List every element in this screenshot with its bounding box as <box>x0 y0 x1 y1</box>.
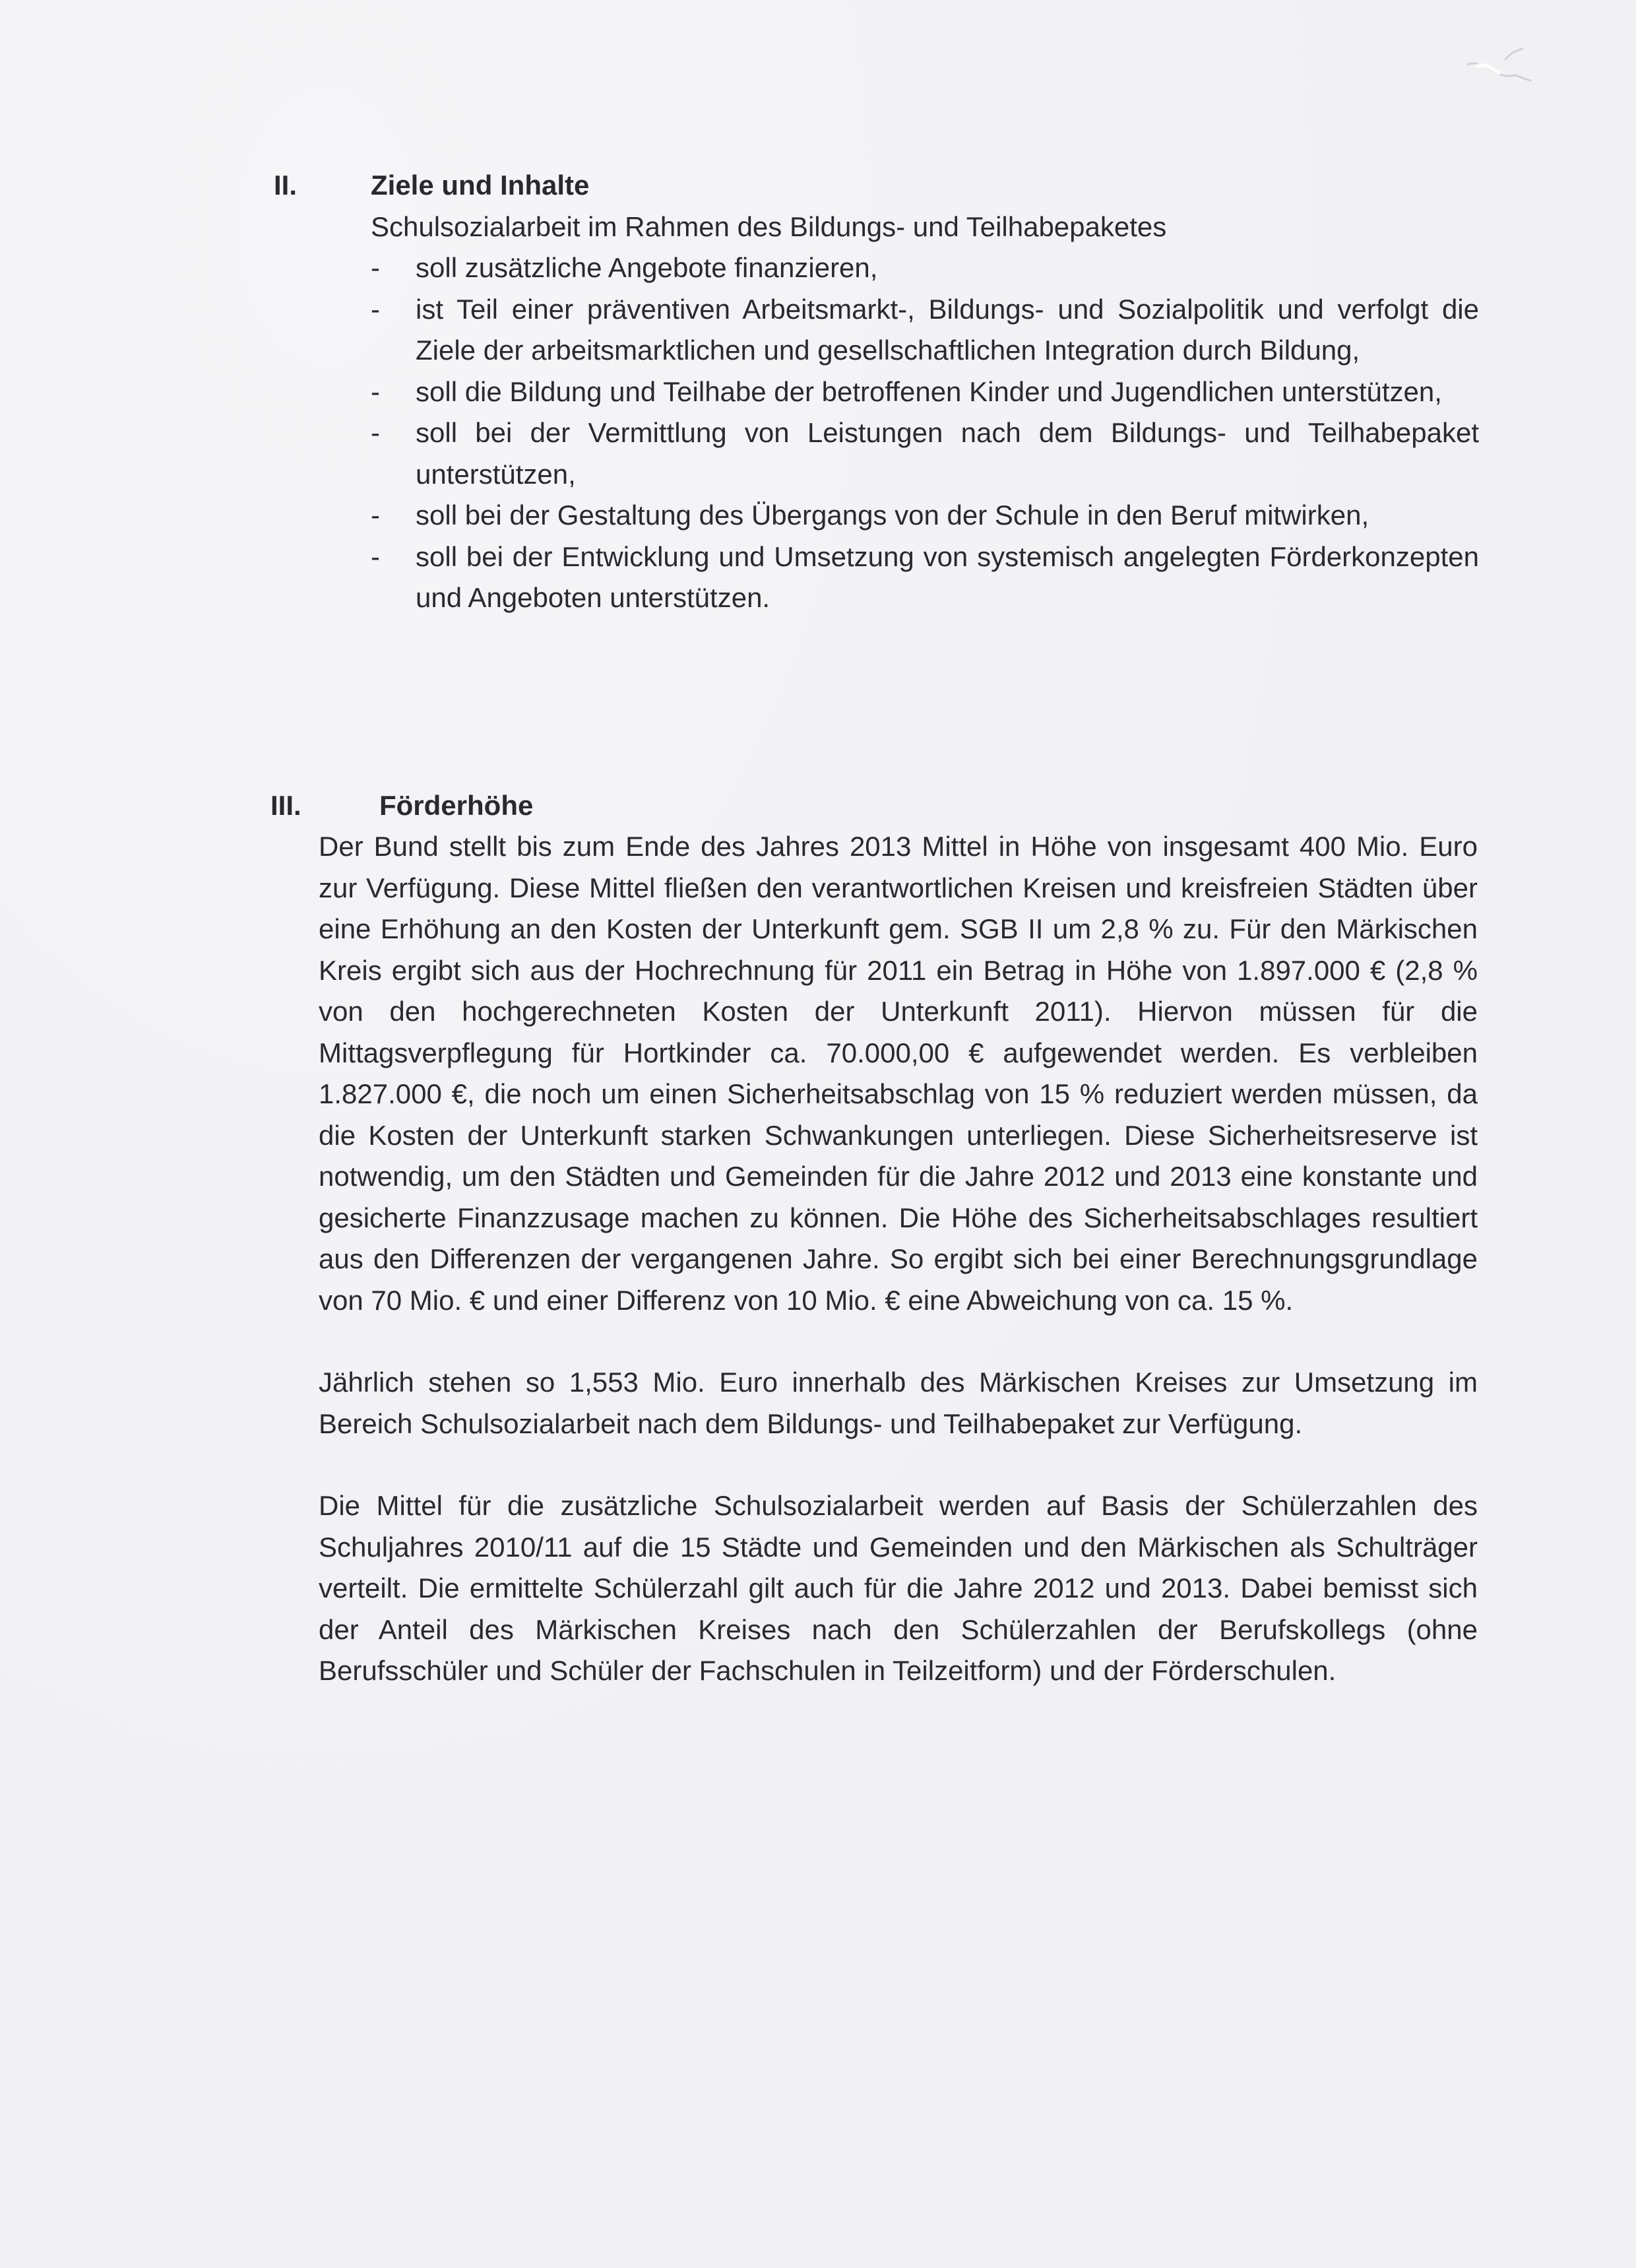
list-item <box>371 372 1479 413</box>
list-item <box>371 536 1479 619</box>
list-item-text: soll bei der Vermittlung von Leistungen nach dem Bildungs- und Teilhabepaket unterstützen, <box>416 417 1479 490</box>
list-item <box>371 412 1479 495</box>
section-title: Ziele und Inhalte <box>371 170 590 201</box>
staple-mark-icon <box>1464 46 1537 86</box>
section-number: II. <box>274 170 298 201</box>
list-item <box>371 495 1479 536</box>
goals-bullet-list <box>371 247 1479 619</box>
list-item-text: soll bei der Gestaltung des Übergangs von der Schule in den Beruf mitwirken, <box>416 500 1369 531</box>
section-title: Förderhöhe <box>379 790 534 821</box>
list-item-text: soll die Bildung und Teilhabe der betroffenen Kinder und Jugendlichen unterstützen, <box>416 375 1442 407</box>
list-item <box>371 247 1479 289</box>
dash-bullet-icon: - <box>371 540 380 572</box>
section-intro: Schulsozialarbeit im Rahmen des Bildungs- und Teilhabepaketes <box>371 211 1167 242</box>
section-body <box>319 826 1478 1692</box>
dash-bullet-icon: - <box>371 293 380 325</box>
dash-bullet-icon: - <box>371 500 380 531</box>
paragraph-funding-calculation: Der Bund stellt bis zum Ende des Jahres 2013 Mittel in Höhe von insgesamt 400 Mio. Euro zur Verfügung. Diese Mittel fließen den verantwortlichen Kreisen und kreisfreien Städten über eine Erhöhung an den Kosten der Unterkunft gem. SGB II um 2,8 % zu. Für den Märkischen Kreis ergibt sich aus der Hochrechnung für 2011 ein Betrag in Höhe von 1.897.000 € (2,8 % von den hochgerechneten Kosten der Unterkunft 2011). Hiervon müssen für die Mittagsverpflegung für Hortkinder ca. 70.000,00 € aufgewendet werden. Es verbleiben 1.827.000 €, die noch um einen Sicherheitsabschlag von 15 % reduziert werden müssen, da die Kosten der Unterkunft starken Schwankungen unterliegen. Diese Sicherheitsreserve ist notwendig, um den Städten und Gemeinden für die Jahre 2012 und 2013 eine konstante und gesicherte Finanzzusage machen zu können. Die Höhe des Sicherheitsabschlages resultiert aus den Differenzen der vergangenen Jahre. So ergibt sich bei einer Berechnungsgrundlage von 70 Mio. € und einer Differenz von 10 Mio. € eine Abweichung von ca. 15 %. <box>319 831 1478 1316</box>
paragraph-distribution: Die Mittel für die zusätzliche Schulsozialarbeit werden auf Basis der Schülerzahlen des Schuljahres 2010/11 auf die 15 Städte und Gemeinden und den Märkischen als Schulträger verteilt. Die ermittelte Schülerzahl gilt auch für die Jahre 2012 und 2013. Dabei bemisst sich der Anteil des Märkischen Kreises nach den Schülerzahlen der Berufskollegs (ohne Berufsschüler und Schüler der Fachschulen in Teilzeitform) und der Förderschulen. <box>319 1490 1478 1686</box>
list-item-text: ist Teil einer präventiven Arbeitsmarkt-, Bildungs- und Sozialpolitik und verfolgt die Ziele der arbeitsmarktlichen und gesellschaftlichen Integration durch Bildung, <box>416 293 1479 366</box>
list-item-text: soll zusätzliche Angebote finanzieren, <box>416 252 878 283</box>
dash-bullet-icon: - <box>371 252 380 283</box>
list-item <box>371 289 1479 372</box>
dash-bullet-icon: - <box>371 417 380 448</box>
section-number: III. <box>270 790 301 821</box>
list-item-text: soll bei der Entwicklung und Umsetzung von systemisch angelegten Förderkonzepten und Angeboten unterstützen. <box>416 540 1479 613</box>
paragraph-annual-amount: Jährlich stehen so 1,553 Mio. Euro innerhalb des Märkischen Kreises zur Umsetzung im Bereich Schulsozialarbeit nach dem Bildungs- und Teilhabepaket zur Verfügung. <box>319 1367 1478 1439</box>
dash-bullet-icon: - <box>371 375 380 407</box>
